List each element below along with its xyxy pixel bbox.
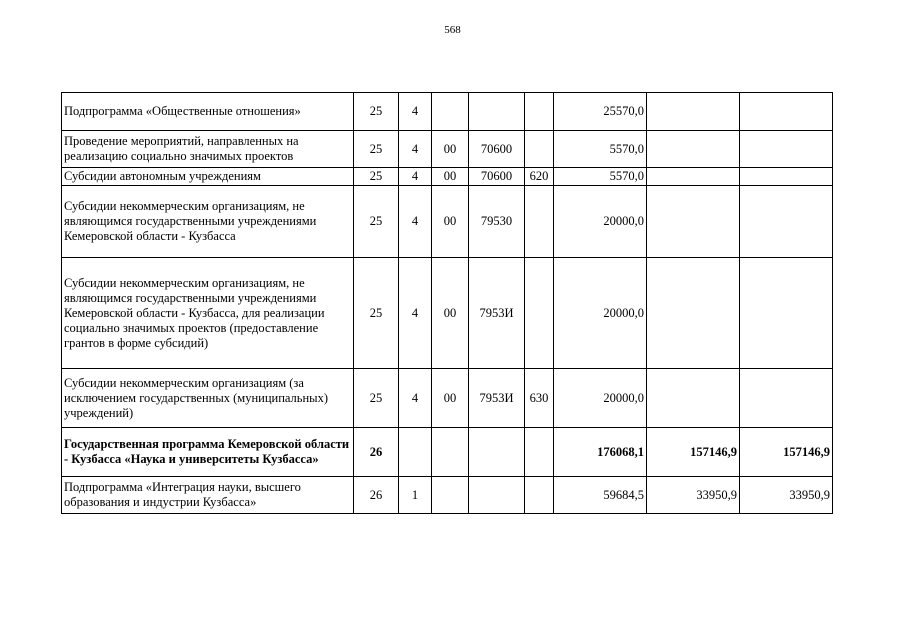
cell-program: 25 xyxy=(354,186,399,258)
cell-subprogram: 4 xyxy=(399,369,432,428)
cell-amount-1: 5570,0 xyxy=(554,168,647,186)
cell-main-activity: 00 xyxy=(432,369,469,428)
row-name: Подпрограмма «Общественные отношения» xyxy=(62,93,354,131)
table-row xyxy=(62,477,833,514)
cell-main-activity xyxy=(432,428,469,477)
cell-program: 26 xyxy=(354,477,399,514)
cell-subprogram xyxy=(399,428,432,477)
cell-program: 25 xyxy=(354,258,399,369)
cell-amount-2 xyxy=(647,168,740,186)
row-name: Субсидии некоммерческим организациям (за исключением государственных (муниципальных) учреждений) xyxy=(62,369,354,428)
cell-amount-2 xyxy=(647,369,740,428)
cell-direction: 7953И xyxy=(469,369,525,428)
cell-program: 25 xyxy=(354,93,399,131)
cell-main-activity: 00 xyxy=(432,168,469,186)
cell-direction xyxy=(469,93,525,131)
cell-amount-1: 20000,0 xyxy=(554,186,647,258)
page-number: 568 xyxy=(444,24,461,36)
budget-table xyxy=(61,92,833,514)
cell-amount-2: 157146,9 xyxy=(647,428,740,477)
cell-amount-1: 20000,0 xyxy=(554,258,647,369)
cell-direction xyxy=(469,477,525,514)
cell-expense-type xyxy=(525,131,554,168)
cell-amount-1: 176068,1 xyxy=(554,428,647,477)
cell-amount-2 xyxy=(647,258,740,369)
cell-subprogram: 4 xyxy=(399,93,432,131)
cell-expense-type xyxy=(525,477,554,514)
cell-amount-1: 20000,0 xyxy=(554,369,647,428)
row-name: Субсидии некоммерческим организациям, не являющимся государственными учреждениями Кемеровской области - Кузбасса, для реализации социально значимых проектов (предоставление грантов в форме субсидий) xyxy=(62,258,354,369)
cell-direction: 70600 xyxy=(469,168,525,186)
cell-amount-3 xyxy=(740,369,833,428)
cell-amount-3 xyxy=(740,93,833,131)
cell-amount-2 xyxy=(647,131,740,168)
cell-expense-type xyxy=(525,186,554,258)
cell-amount-1: 59684,5 xyxy=(554,477,647,514)
row-name: Государственная программа Кемеровской области - Кузбасса «Наука и университеты Кузбасса» xyxy=(62,428,354,477)
row-name: Подпрограмма «Интеграция науки, высшего образования и индустрии Кузбасса» xyxy=(62,477,354,514)
cell-amount-2: 33950,9 xyxy=(647,477,740,514)
cell-direction: 79530 xyxy=(469,186,525,258)
cell-direction: 70600 xyxy=(469,131,525,168)
cell-subprogram: 1 xyxy=(399,477,432,514)
table-row xyxy=(62,369,833,428)
cell-expense-type xyxy=(525,428,554,477)
cell-subprogram: 4 xyxy=(399,186,432,258)
table-row xyxy=(62,258,833,369)
cell-main-activity: 00 xyxy=(432,186,469,258)
cell-amount-3 xyxy=(740,186,833,258)
table-row xyxy=(62,93,833,131)
row-name: Субсидии автономным учреждениям xyxy=(62,168,354,186)
cell-main-activity xyxy=(432,93,469,131)
cell-main-activity xyxy=(432,477,469,514)
cell-main-activity: 00 xyxy=(432,258,469,369)
table-row xyxy=(62,428,833,477)
table-row xyxy=(62,168,833,186)
cell-amount-3: 157146,9 xyxy=(740,428,833,477)
cell-amount-1: 5570,0 xyxy=(554,131,647,168)
cell-expense-type: 630 xyxy=(525,369,554,428)
cell-amount-3 xyxy=(740,131,833,168)
cell-amount-3 xyxy=(740,168,833,186)
row-name: Проведение мероприятий, направленных на реализацию социально значимых проектов xyxy=(62,131,354,168)
table-row xyxy=(62,186,833,258)
cell-direction: 7953И xyxy=(469,258,525,369)
cell-subprogram: 4 xyxy=(399,131,432,168)
cell-expense-type xyxy=(525,258,554,369)
row-name: Субсидии некоммерческим организациям, не являющимся государственными учреждениями Кемеровской области - Кузбасса xyxy=(62,186,354,258)
cell-amount-2 xyxy=(647,186,740,258)
cell-expense-type xyxy=(525,93,554,131)
cell-amount-1: 25570,0 xyxy=(554,93,647,131)
cell-subprogram: 4 xyxy=(399,168,432,186)
cell-program: 25 xyxy=(354,168,399,186)
table-row xyxy=(62,131,833,168)
cell-main-activity: 00 xyxy=(432,131,469,168)
cell-direction xyxy=(469,428,525,477)
cell-amount-3 xyxy=(740,258,833,369)
cell-program: 25 xyxy=(354,369,399,428)
cell-program: 26 xyxy=(354,428,399,477)
cell-subprogram: 4 xyxy=(399,258,432,369)
cell-program: 25 xyxy=(354,131,399,168)
cell-expense-type: 620 xyxy=(525,168,554,186)
cell-amount-2 xyxy=(647,93,740,131)
cell-amount-3: 33950,9 xyxy=(740,477,833,514)
